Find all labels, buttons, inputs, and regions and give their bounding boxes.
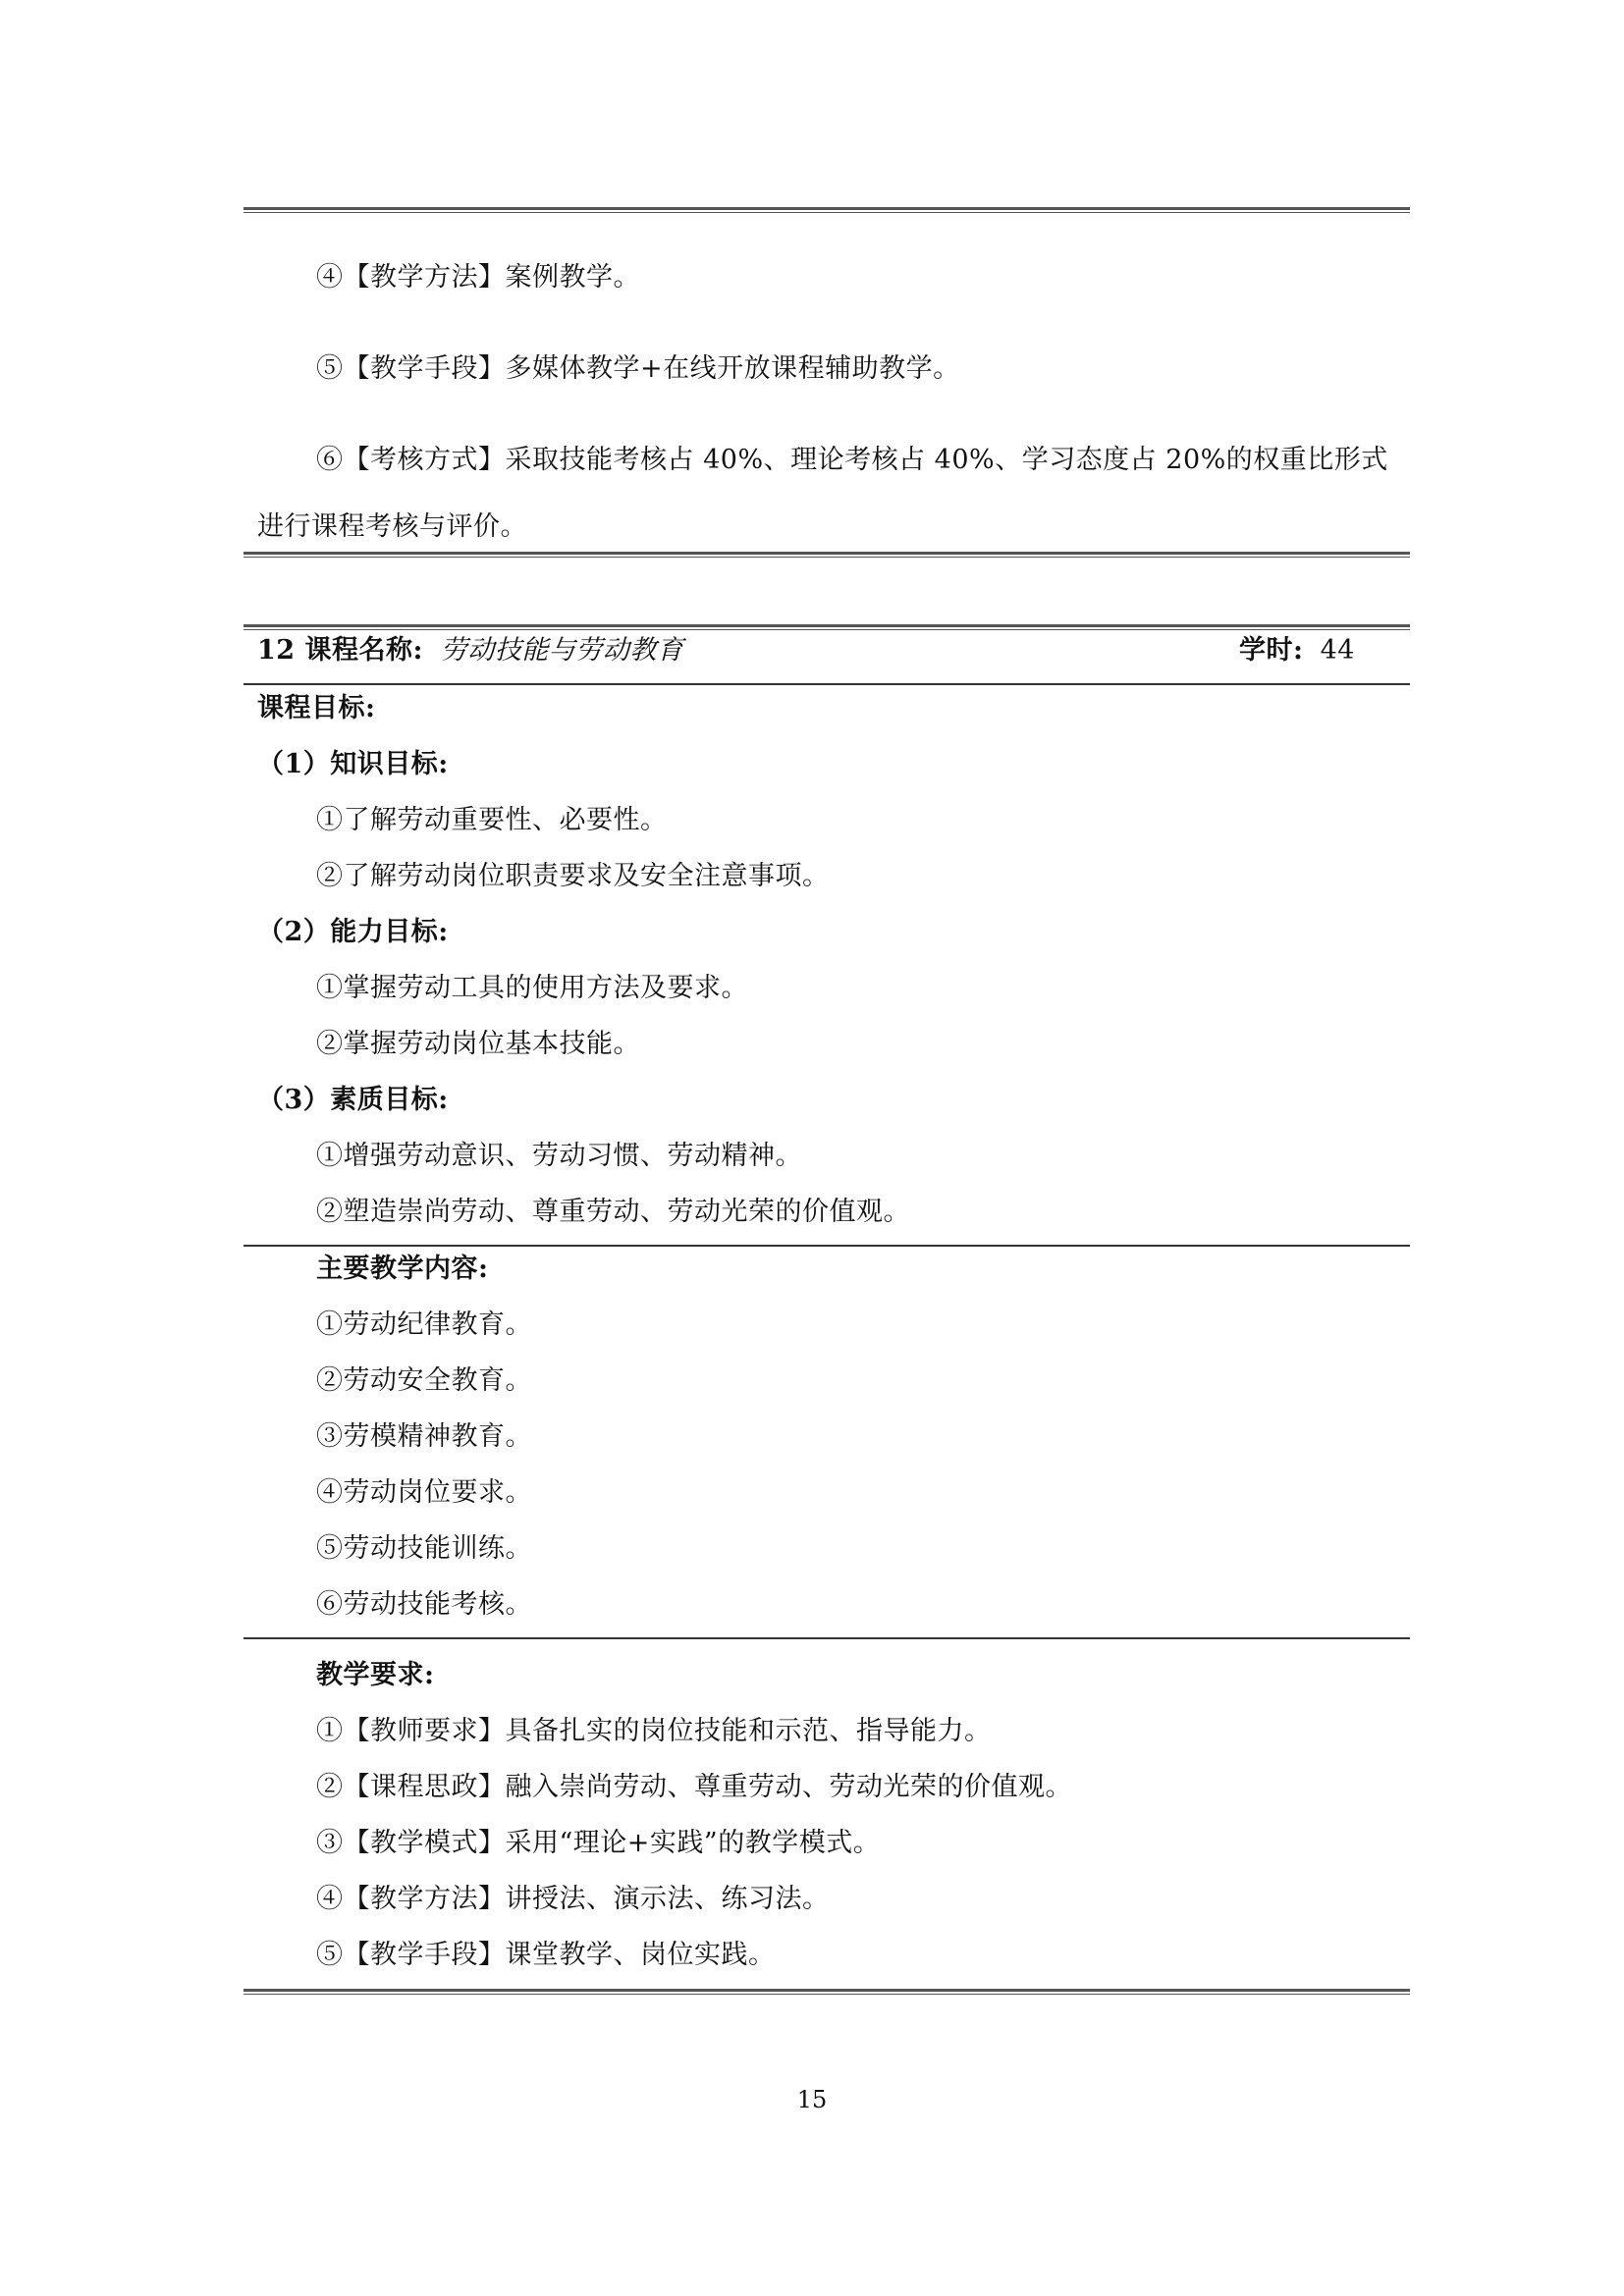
page-number: 15 [796, 2086, 828, 2113]
prev-assessment-line2: 进行课程考核与评价。 [257, 511, 527, 542]
course-header [257, 634, 683, 667]
requirement-item: ⑤【教学手段】课堂教学、岗位实践。 [316, 1940, 776, 1970]
table-top-rule [244, 624, 1410, 630]
objectives-title: 课程目标: [257, 693, 376, 723]
knowledge-item: ①了解劳动重要性、必要性。 [316, 805, 668, 835]
prev-assessment-line1: ⑥【考核方式】采取技能考核占 40%、理论考核占 40%、学习态度占 20%的权重比形式 [316, 445, 1388, 475]
section-end-rule [244, 552, 1410, 558]
content-item: ③劳模精神教育。 [316, 1421, 532, 1452]
header-divider [244, 683, 1410, 685]
course-hours [1239, 634, 1355, 667]
course-name-label: 课程名称: [304, 635, 423, 666]
prev-teaching-means: ⑤【教学手段】多媒体教学+在线开放课程辅助教学。 [316, 353, 960, 384]
course-number: 12 [257, 635, 296, 666]
quality-title: （3）素质目标: [257, 1085, 449, 1115]
requirement-item: ③【教学模式】采用“理论+实践”的教学模式。 [316, 1828, 881, 1858]
requirement-item: ①【教师要求】具备扎实的岗位技能和示范、指导能力。 [316, 1716, 992, 1746]
course-name: 劳动技能与劳动教育 [440, 635, 684, 666]
content-divider [244, 1637, 1410, 1639]
requirement-item: ④【教学方法】讲授法、演示法、练习法。 [316, 1884, 830, 1914]
knowledge-title: （1）知识目标: [257, 749, 449, 779]
knowledge-item: ②了解劳动岗位职责要求及安全注意事项。 [316, 861, 830, 891]
objectives-divider [244, 1245, 1410, 1247]
content-item: ④劳动岗位要求。 [316, 1477, 532, 1508]
content-item: ①劳动纪律教育。 [316, 1309, 532, 1340]
ability-item: ②掌握劳动岗位基本技能。 [316, 1029, 640, 1059]
ability-item: ①掌握劳动工具的使用方法及要求。 [316, 973, 748, 1003]
content-item: ⑥劳动技能考核。 [316, 1589, 532, 1620]
quality-item: ①增强劳动意识、劳动习惯、劳动精神。 [316, 1141, 802, 1171]
content-item: ②劳动安全教育。 [316, 1365, 532, 1396]
requirement-item: ②【课程思政】融入崇尚劳动、尊重劳动、劳动光荣的价值观。 [316, 1772, 1072, 1802]
course-hours-label: 学时: [1239, 635, 1304, 666]
ability-title: （2）能力目标: [257, 917, 449, 947]
content-title: 主要教学内容: [316, 1254, 489, 1284]
requirements-title: 教学要求: [316, 1660, 435, 1690]
table-bottom-rule [244, 1989, 1410, 1995]
content-item: ⑤劳动技能训练。 [316, 1533, 532, 1564]
top-rule [244, 207, 1410, 213]
prev-teaching-method: ④【教学方法】案例教学。 [316, 262, 640, 293]
course-hours-value: 44 [1320, 635, 1355, 666]
quality-item: ②塑造崇尚劳动、尊重劳动、劳动光荣的价值观。 [316, 1197, 910, 1227]
